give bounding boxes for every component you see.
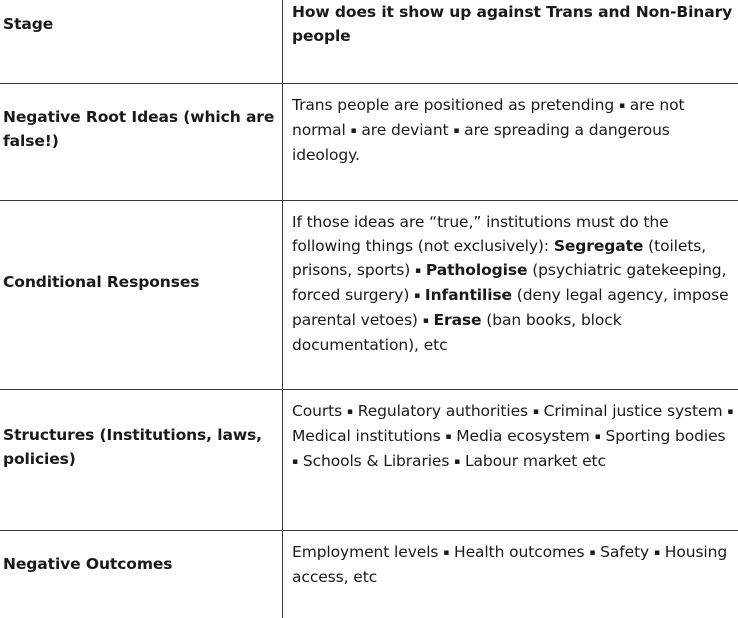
description-cell (292, 540, 736, 589)
row-divider (0, 200, 738, 201)
text-segment: Labour market etc (460, 452, 606, 470)
separator-bullet: ▪ (445, 432, 452, 442)
separator-bullet: ▪ (415, 266, 422, 276)
row-divider (0, 530, 738, 531)
separator-bullet: ▪ (453, 126, 460, 136)
row-divider (0, 389, 738, 390)
text-segment: Employment levels (292, 543, 444, 561)
separator-bullet: ▪ (727, 407, 734, 417)
text-segment: Safety (595, 543, 654, 561)
text-segment: (psychiatric gatekeeping, forced surgery) (292, 261, 727, 304)
header-description: How does it show up against Trans and Non-Binary people (292, 3, 733, 45)
stage-cell: Structures (Institutions, laws, policies) (3, 426, 262, 468)
text-segment: are not normal (292, 96, 685, 139)
separator-bullet: ▪ (346, 407, 353, 417)
separator-bullet: ▪ (532, 407, 539, 417)
text-segment: (ban books, block documentation), etc (292, 311, 622, 354)
row-divider (0, 83, 738, 84)
text-segment: are deviant (356, 121, 454, 139)
text-segment: Trans people are positioned as pretending (292, 96, 619, 114)
description-cell (292, 399, 736, 474)
text-segment: Courts (292, 402, 347, 420)
emphasis-term: Infantilise (424, 286, 512, 304)
column-divider (282, 0, 283, 618)
text-segment: Sporting bodies (600, 427, 726, 445)
separator-bullet: ▪ (292, 457, 298, 467)
separator-bullet: ▪ (594, 432, 601, 442)
text-segment: Housing access, etc (292, 543, 728, 586)
text-segment: Schools & Libraries (298, 452, 455, 470)
separator-bullet: ▪ (618, 101, 625, 111)
text-segment: Criminal justice system (538, 402, 728, 420)
text-segment: Health outcomes (449, 543, 590, 561)
separator-bullet: ▪ (589, 548, 596, 558)
stage-cell: Negative Root Ideas (which are false!) (3, 108, 275, 150)
text-segment: are spreading a dangerous ideology. (292, 121, 670, 164)
text-segment: Regulatory authorities (352, 402, 533, 420)
text-segment: If those ideas are “true,” institutions must do the following things (not exclusively): (292, 213, 669, 255)
separator-bullet: ▪ (414, 291, 421, 301)
separator-bullet: ▪ (422, 316, 429, 326)
separator-bullet: ▪ (653, 548, 660, 558)
stage-cell: Negative Outcomes (3, 555, 173, 573)
text-segment: Medical institutions (292, 427, 446, 445)
separator-bullet: ▪ (350, 126, 357, 136)
description-cell (292, 210, 736, 357)
emphasis-term: Pathologise (425, 261, 528, 279)
text-segment: (toilets, prisons, sports) (292, 237, 707, 279)
description-cell (292, 93, 736, 167)
header-stage: Stage (3, 15, 54, 33)
separator-bullet: ▪ (443, 548, 450, 558)
text-segment: (deny legal agency, impose parental vetoes) (292, 286, 729, 329)
text-segment: Media ecosystem (451, 427, 595, 445)
emphasis-term: Segregate (553, 237, 644, 255)
separator-bullet: ▪ (454, 457, 461, 467)
emphasis-term: Erase (433, 311, 482, 329)
stage-cell: Conditional Responses (3, 273, 200, 291)
